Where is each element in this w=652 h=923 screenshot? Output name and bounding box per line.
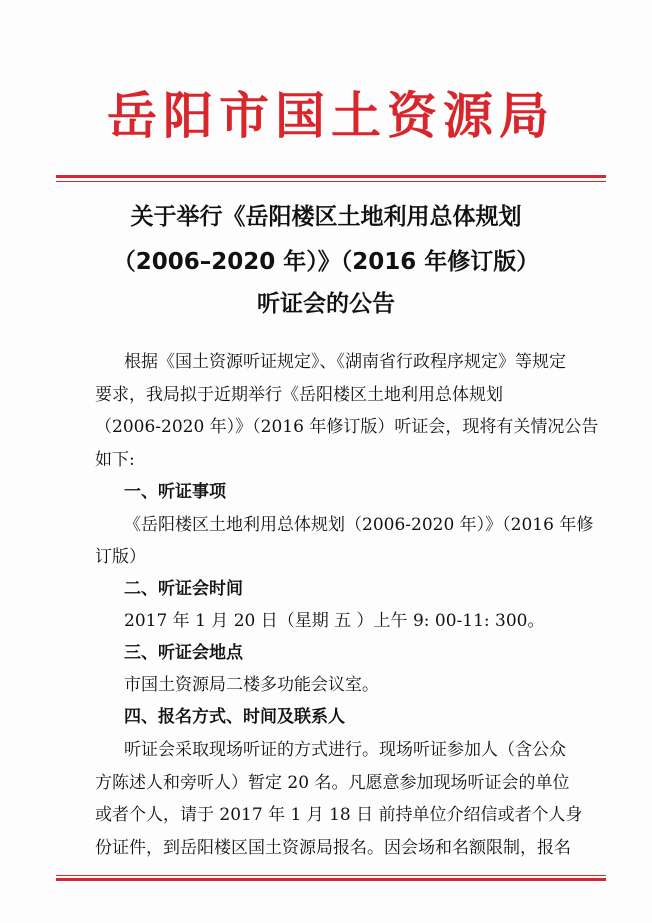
document-title-line-3: 听证会的公告 <box>257 291 395 317</box>
section-1-line-1: 《岳阳楼区土地利用总体规划（2006-2020 年）》（2016 年修 <box>124 515 594 535</box>
intro-line-1: 根据《国土资源听证规定》、《湖南省行政程序规定》等规定 <box>124 352 566 372</box>
intro-line-4: 如下: <box>95 450 135 470</box>
section-4-line-1: 听证会采取现场听证的方式进行。现场听证参加人（含公众 <box>124 740 566 760</box>
document-title-line-2: （2006–2020 年）》（2016 年修订版） <box>112 249 540 275</box>
section-3-heading: 三、听证会地点 <box>124 643 243 663</box>
section-4-line-2: 方陈述人和旁听人）暂定 20 名。凡愿意参加现场听证会的单位 <box>95 773 570 793</box>
section-2-line-1: 2017 年 1 月 20 日（星期 五 ）上午 9: 00-11: 300。 <box>124 611 545 631</box>
footer-rule-thin <box>56 875 606 876</box>
section-4-line-3: 或者个人，请于 2017 年 1 月 18 日 前持单位介绍信或者个人身 <box>95 805 583 825</box>
document-title-line-1: 关于举行《岳阳楼区土地利用总体规划 <box>130 204 522 230</box>
intro-line-2: 要求，我局拟于近期举行《岳阳楼区土地利用总体规划 <box>95 385 503 405</box>
letterhead-title: 岳阳市国土资源局 <box>107 86 555 145</box>
letterhead-rule-thin <box>56 181 606 182</box>
section-1-heading: 一、听证事项 <box>124 482 226 502</box>
section-4-heading: 四、报名方式、时间及联系人 <box>124 707 345 727</box>
section-2-heading: 二、听证会时间 <box>124 579 243 599</box>
footer-rule-thick <box>56 878 606 881</box>
letterhead-rule-thick <box>56 175 606 178</box>
section-1-line-2: 订版） <box>95 547 146 567</box>
section-3-line-1: 市国土资源局二楼多功能会议室。 <box>124 675 379 695</box>
intro-line-3: （2006-2020 年）》（2016 年修订版）听证会，现将有关情况公告 <box>95 417 599 437</box>
section-4-line-4: 份证件，到岳阳楼区国土资源局报名。因会场和名额限制，报名 <box>95 838 571 858</box>
